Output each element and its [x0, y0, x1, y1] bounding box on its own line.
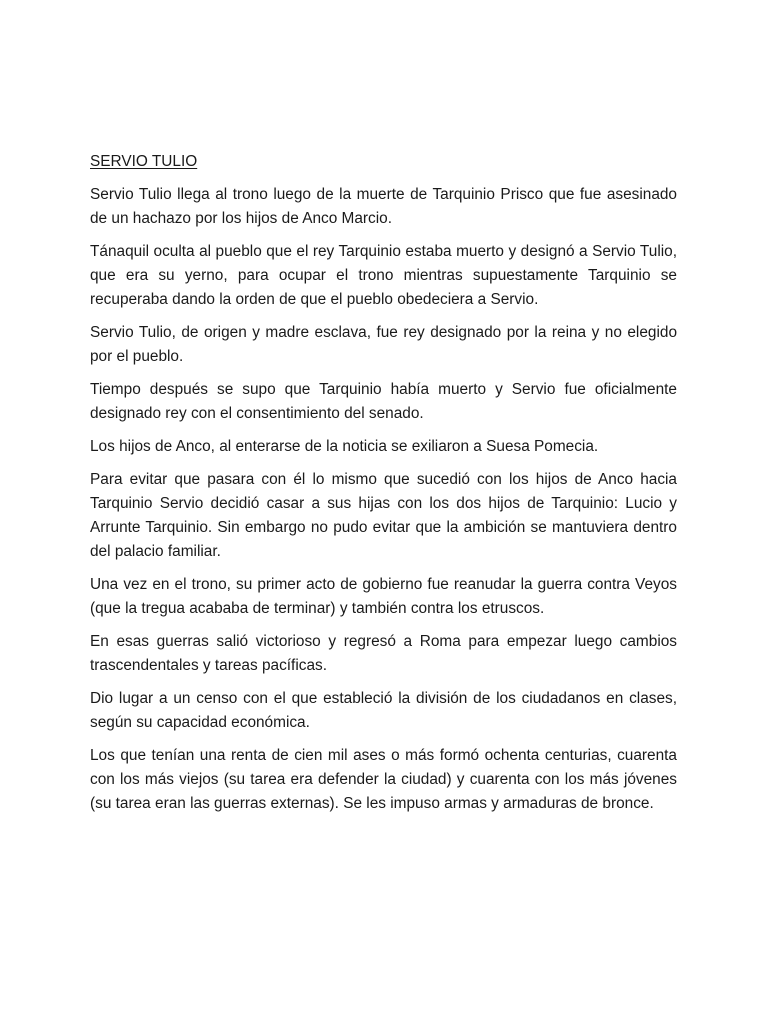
paragraph: Los que tenían una renta de cien mil ases o más formó ochenta centurias, cuarenta con los más viejos (su tarea era defender la ciudad) y cuarenta con los más jóvenes (su tarea eran las guerras externas). Se les impuso armas y armaduras de bronce.: [90, 747, 677, 812]
paragraph: Tiempo después se supo que Tarquinio había muerto y Servio fue oficialmente designado rey con el consentimiento del senado.: [90, 381, 677, 422]
document-title: SERVIO TULIO: [90, 153, 198, 170]
paragraph: En esas guerras salió victorioso y regresó a Roma para empezar luego cambios trascendentales y tareas pacíficas.: [90, 633, 677, 674]
paragraph: Los hijos de Anco, al enterarse de la noticia se exiliaron a Suesa Pomecia.: [90, 438, 599, 455]
paragraph: Una vez en el trono, su primer acto de gobierno fue reanudar la guerra contra Veyos (que la tregua acababa de terminar) y también contra los etruscos.: [90, 576, 677, 617]
document-body: [90, 150, 677, 825]
paragraph: Servio Tulio, de origen y madre esclava, fue rey designado por la reina y no elegido por el pueblo.: [90, 324, 677, 365]
paragraph: Para evitar que pasara con él lo mismo que sucedió con los hijos de Anco hacia Tarquinio Servio decidió casar a sus hijas con los dos hijos de Tarquinio: Lucio y Arrunte Tarquinio. Sin embargo no pudo evitar que la ambición se mantuviera dentro del palacio familiar.: [90, 471, 677, 560]
paragraph: Tánaquil oculta al pueblo que el rey Tarquinio estaba muerto y designó a Servio Tulio, que era su yerno, para ocupar el trono mientras supuestamente Tarquinio se recuperaba dando la orden de que el pueblo obedeciera a Servio.: [90, 243, 677, 308]
paragraph: Servio Tulio llega al trono luego de la muerte de Tarquinio Prisco que fue asesinado de un hachazo por los hijos de Anco Marcio.: [90, 186, 677, 227]
paragraph: Dio lugar a un censo con el que estableció la división de los ciudadanos en clases, según su capacidad económica.: [90, 690, 677, 731]
